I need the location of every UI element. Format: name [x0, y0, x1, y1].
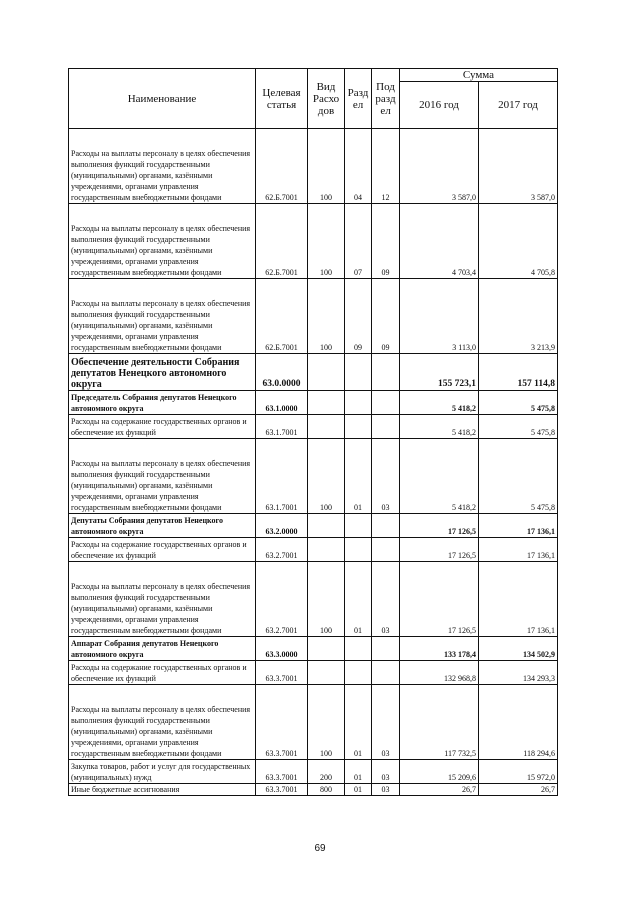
table-row [69, 279, 558, 354]
cell-name: Председатель Собрания депутатов Ненецкого автономного округа [69, 391, 256, 415]
cell-name: Расходы на содержание государственных органов и обеспечение их функций [69, 661, 256, 685]
cell-section: 01 [345, 562, 372, 637]
cell-subsection: 03 [372, 760, 400, 784]
cell-kind: 100 [308, 279, 345, 354]
header-sum: Сумма [400, 69, 558, 82]
cell-target: 63.1.0000 [256, 391, 308, 415]
table-row [69, 784, 558, 796]
cell-name: Расходы на содержание государственных органов и обеспечение их функций [69, 538, 256, 562]
cell-subsection: 09 [372, 204, 400, 279]
header-target: Целевая статья [256, 69, 308, 129]
table-row [69, 129, 558, 204]
cell-section [345, 661, 372, 685]
cell-subsection [372, 354, 400, 391]
cell-target: 63.2.0000 [256, 514, 308, 538]
cell-kind: 100 [308, 439, 345, 514]
cell-2016: 17 126,5 [400, 514, 479, 538]
cell-name: Расходы на выплаты персоналу в целях обеспечения выполнения функций государственными (муниципальными) органами, казёнными учреждениями, органами управления государственным внебюджетными фондами [69, 439, 256, 514]
table-row [69, 538, 558, 562]
table-row [69, 439, 558, 514]
cell-kind: 800 [308, 784, 345, 796]
cell-kind [308, 354, 345, 391]
cell-kind: 200 [308, 760, 345, 784]
cell-subsection [372, 661, 400, 685]
cell-subsection: 03 [372, 439, 400, 514]
cell-kind: 100 [308, 685, 345, 760]
budget-table [68, 68, 558, 796]
cell-2017: 5 475,8 [479, 415, 558, 439]
cell-2017: 4 705,8 [479, 204, 558, 279]
cell-2017: 134 293,3 [479, 661, 558, 685]
cell-subsection: 03 [372, 562, 400, 637]
cell-name: Аппарат Собрания депутатов Ненецкого автономного округа [69, 637, 256, 661]
cell-section [345, 514, 372, 538]
cell-target: 63.1.7001 [256, 415, 308, 439]
cell-kind: 100 [308, 129, 345, 204]
cell-2016: 5 418,2 [400, 391, 479, 415]
cell-subsection [372, 391, 400, 415]
cell-2017: 3 587,0 [479, 129, 558, 204]
cell-target: 63.3.0000 [256, 637, 308, 661]
cell-section: 01 [345, 685, 372, 760]
cell-section [345, 415, 372, 439]
cell-name: Закупка товаров, работ и услуг для государственных (муниципальных) нужд [69, 760, 256, 784]
cell-2016: 5 418,2 [400, 439, 479, 514]
cell-2016: 3 113,0 [400, 279, 479, 354]
cell-target: 63.2.7001 [256, 538, 308, 562]
cell-target: 63.3.7001 [256, 685, 308, 760]
cell-subsection: 12 [372, 129, 400, 204]
cell-target: 63.3.7001 [256, 784, 308, 796]
cell-subsection [372, 538, 400, 562]
cell-2016: 117 732,5 [400, 685, 479, 760]
cell-2016: 4 703,4 [400, 204, 479, 279]
cell-2016: 3 587,0 [400, 129, 479, 204]
cell-target: 62.Б.7001 [256, 204, 308, 279]
cell-section [345, 637, 372, 661]
cell-2016: 17 126,5 [400, 562, 479, 637]
page-number: 69 [314, 843, 326, 854]
cell-2017: 17 136,1 [479, 538, 558, 562]
table-row [69, 391, 558, 415]
cell-2016: 155 723,1 [400, 354, 479, 391]
cell-name: Расходы на выплаты персоналу в целях обеспечения выполнения функций государственными (муниципальными) органами, казёнными учреждениями, органами управления государственным внебюджетными фондами [69, 129, 256, 204]
cell-section: 09 [345, 279, 372, 354]
cell-name: Расходы на выплаты персоналу в целях обеспечения выполнения функций государственными (муниципальными) органами, казёнными учреждениями, органами управления государственным внебюджетными фондами [69, 562, 256, 637]
cell-target: 62.Б.7001 [256, 129, 308, 204]
cell-2016: 26,7 [400, 784, 479, 796]
cell-kind [308, 415, 345, 439]
cell-name: Расходы на выплаты персоналу в целях обеспечения выполнения функций государственными (муниципальными) органами, казёнными учреждениями, органами управления государственным внебюджетными фондами [69, 279, 256, 354]
cell-section [345, 391, 372, 415]
cell-2017: 134 502,9 [479, 637, 558, 661]
cell-name: Обеспечение деятельности Собрания депутатов Ненецкого автономного округа [69, 354, 256, 391]
table-row [69, 661, 558, 685]
cell-section [345, 538, 372, 562]
cell-kind: 100 [308, 562, 345, 637]
cell-subsection [372, 514, 400, 538]
cell-2017: 3 213,9 [479, 279, 558, 354]
cell-subsection [372, 637, 400, 661]
cell-subsection [372, 415, 400, 439]
table-row [69, 637, 558, 661]
cell-target: 62.Б.7001 [256, 279, 308, 354]
cell-section: 01 [345, 784, 372, 796]
cell-2017: 157 114,8 [479, 354, 558, 391]
cell-subsection: 09 [372, 279, 400, 354]
cell-2017: 5 475,8 [479, 391, 558, 415]
cell-2017: 15 972,0 [479, 760, 558, 784]
cell-section: 04 [345, 129, 372, 204]
cell-2016: 132 968,8 [400, 661, 479, 685]
cell-2017: 26,7 [479, 784, 558, 796]
cell-target: 63.2.7001 [256, 562, 308, 637]
cell-name: Расходы на выплаты персоналу в целях обеспечения выполнения функций государственными (муниципальными) органами, казёнными учреждениями, органами управления государственным внебюджетными фондами [69, 204, 256, 279]
cell-name: Расходы на выплаты персоналу в целях обеспечения выполнения функций государственными (муниципальными) органами, казёнными учреждениями, органами управления государственным внебюджетными фондами [69, 685, 256, 760]
table-row [69, 354, 558, 391]
cell-2016: 17 126,5 [400, 538, 479, 562]
header-name: Наименование [69, 69, 256, 129]
cell-kind [308, 391, 345, 415]
cell-target: 63.0.0000 [256, 354, 308, 391]
table-row [69, 562, 558, 637]
cell-2017: 17 136,1 [479, 562, 558, 637]
cell-section: 01 [345, 760, 372, 784]
cell-section: 01 [345, 439, 372, 514]
cell-kind: 100 [308, 204, 345, 279]
header-kind: Вид Расхо дов [308, 69, 345, 129]
cell-2016: 5 418,2 [400, 415, 479, 439]
cell-name: Депутаты Собрания депутатов Ненецкого автономного округа [69, 514, 256, 538]
cell-2017: 118 294,6 [479, 685, 558, 760]
cell-2016: 133 178,4 [400, 637, 479, 661]
cell-section: 07 [345, 204, 372, 279]
cell-kind [308, 538, 345, 562]
header-2016: 2016 год [400, 82, 479, 129]
cell-target: 63.1.7001 [256, 439, 308, 514]
cell-subsection: 03 [372, 784, 400, 796]
table-body [69, 129, 558, 796]
cell-2016: 15 209,6 [400, 760, 479, 784]
cell-kind [308, 661, 345, 685]
header-2017: 2017 год [479, 82, 558, 129]
header-subsection: Под разд ел [372, 69, 400, 129]
cell-target: 63.3.7001 [256, 661, 308, 685]
cell-2017: 17 136,1 [479, 514, 558, 538]
cell-name: Расходы на содержание государственных органов и обеспечение их функций [69, 415, 256, 439]
header-section: Разд ел [345, 69, 372, 129]
cell-kind [308, 514, 345, 538]
cell-section [345, 354, 372, 391]
cell-target: 63.3.7001 [256, 760, 308, 784]
table-row [69, 415, 558, 439]
table-row [69, 204, 558, 279]
table-row [69, 760, 558, 784]
cell-kind [308, 637, 345, 661]
cell-2017: 5 475,8 [479, 439, 558, 514]
cell-name: Иные бюджетные ассигнования [69, 784, 256, 796]
table-row [69, 685, 558, 760]
table-row [69, 514, 558, 538]
cell-subsection: 03 [372, 685, 400, 760]
